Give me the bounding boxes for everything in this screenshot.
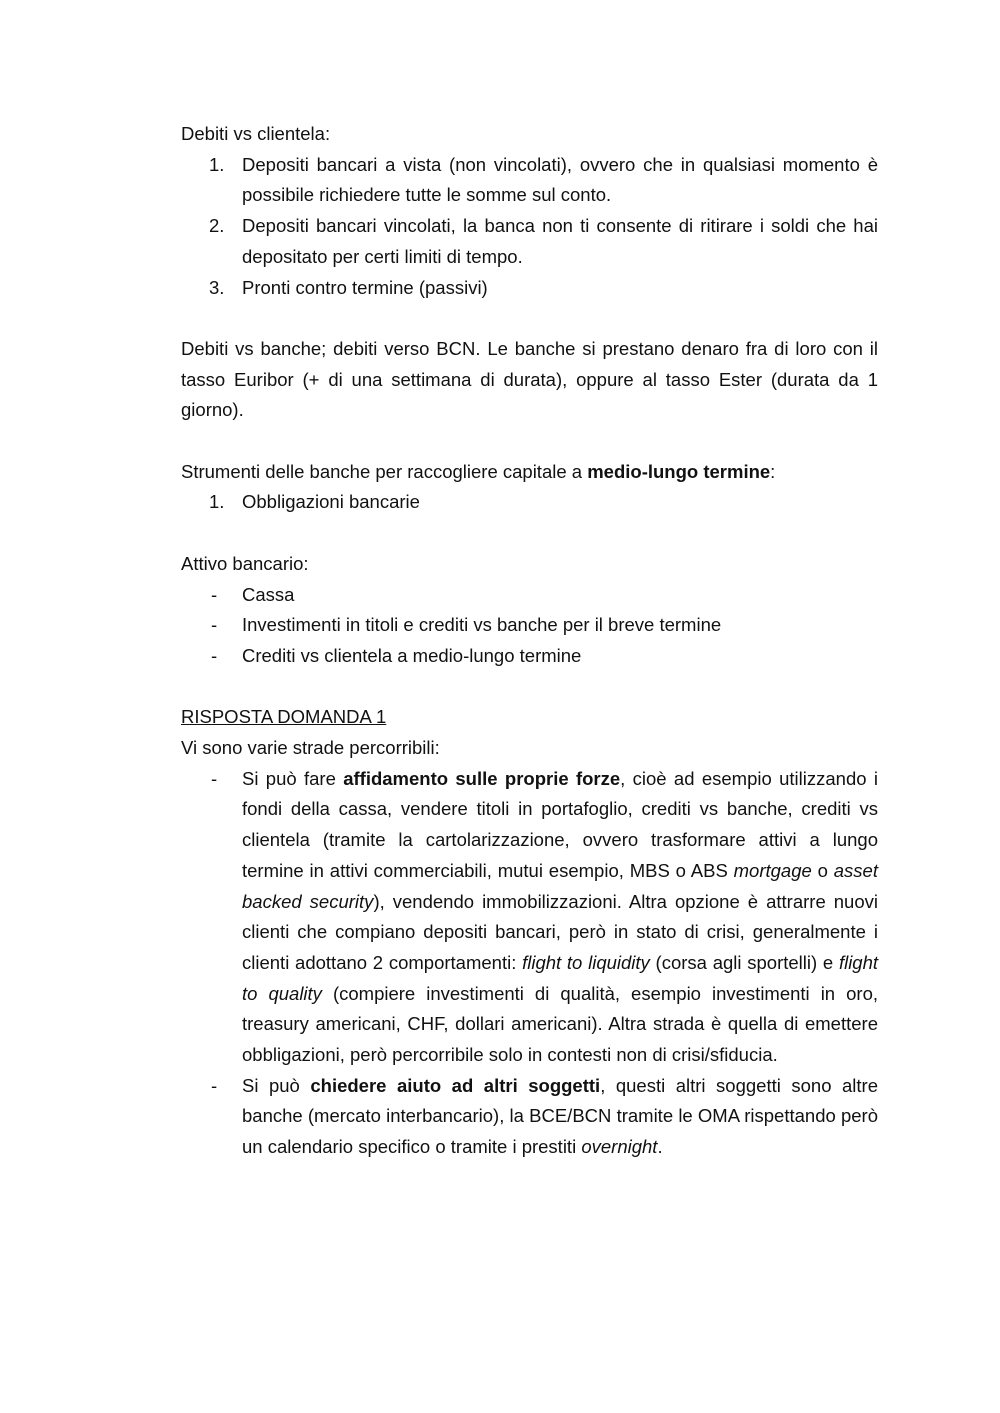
- text-run: .: [657, 1136, 663, 1158]
- list-item: [181, 1071, 878, 1163]
- attivo-heading: Attivo bancario:: [181, 552, 309, 574]
- italic-run: flight to quality: [242, 951, 879, 1004]
- text-run: , cioè ad esempio utilizzando i fondi della cassa, vendere titoli in portafoglio, crediti vs banche, crediti vs clientela (tramite la cartolarizzazione, ovvero trasformare attivi a lungo termine in attivi commerciabili, mutui esempio, MBS o ABS: [242, 767, 878, 881]
- list-number: 2.: [209, 215, 225, 237]
- text-run: o: [811, 859, 834, 881]
- list-dash: -: [211, 1074, 218, 1096]
- bold-run: affidamento sulle proprie forze: [343, 767, 621, 789]
- list-item: [181, 764, 878, 1071]
- italic-run: flight to liquidity: [522, 951, 650, 973]
- text-run: (corsa agli sportelli) e: [649, 951, 839, 973]
- list-item: [181, 211, 878, 272]
- list-dash: -: [211, 614, 218, 636]
- debiti-clientela-list: [181, 150, 878, 304]
- list-item-text: [242, 768, 878, 1065]
- strumenti-intro-text: Strumenti delle banche per raccogliere capitale a: [181, 460, 588, 482]
- list-item: [181, 150, 878, 211]
- text-run: ), vendendo immobilizzazioni. Altra opzione è attrarre nuovi clienti che compiano depositi bancari, però in stato di crisi, generalmente i clienti adottano 2 comportamenti:: [242, 890, 878, 973]
- risposta-list: [181, 764, 878, 1163]
- strumenti-intro: [181, 457, 878, 488]
- italic-run: mortgage: [733, 859, 812, 881]
- list-item-text: [242, 1075, 878, 1157]
- list-number: 1.: [209, 153, 225, 175]
- list-item: [181, 580, 878, 611]
- debiti-clientela-heading: Debiti vs clientela:: [181, 123, 331, 144]
- list-item-text: Cassa: [242, 583, 295, 605]
- list-number: 3.: [209, 276, 225, 298]
- attivo-list: [181, 580, 878, 672]
- risposta-intro: Vi sono varie strade percorribili:: [181, 737, 440, 758]
- debiti-banche-paragraph: Debiti vs banche; debiti verso BCN. Le banche si prestano denaro fra di loro con il tasso Euribor (+ di una settimana di durata), oppure al tasso Ester (durata da 1 giorno).: [181, 337, 878, 421]
- risposta-title: RISPOSTA DOMANDA 1: [181, 706, 387, 728]
- list-dash: -: [211, 767, 218, 789]
- text-run: Si può fare: [242, 767, 344, 789]
- list-item-text: Depositi bancari a vista (non vincolati), ovvero che in qualsiasi momento è possibile richiedere tutte le somme sul conto.: [242, 153, 878, 206]
- italic-run: asset backed security: [242, 859, 878, 912]
- text-run: (compiere investimenti di qualità, esempio investimenti in oro, treasury americani, CHF, dollari americani). Altra strada è quella di emettere obbligazioni, però percorribile solo in contesti non di crisi/sfiducia.: [242, 982, 878, 1066]
- list-dash: -: [211, 644, 218, 666]
- list-item-text: Pronti contro termine (passivi): [242, 276, 488, 298]
- list-item: [181, 641, 878, 672]
- document-page: [181, 119, 878, 1163]
- text-run: Si può: [242, 1074, 311, 1096]
- italic-run: overnight: [581, 1136, 658, 1158]
- list-item-text: Investimenti in titoli e crediti vs banche per il breve termine: [242, 614, 722, 636]
- list-item-text: Obbligazioni bancarie: [242, 491, 420, 513]
- list-item-text: Depositi bancari vincolati, la banca non ti consente di ritirare i soldi che hai depositato per certi limiti di tempo.: [242, 215, 878, 267]
- strumenti-intro-colon: :: [770, 460, 776, 482]
- list-item: [181, 487, 878, 518]
- list-item: [181, 273, 878, 304]
- list-dash: -: [211, 583, 218, 605]
- bold-run: chiedere aiuto ad altri soggetti: [310, 1074, 601, 1096]
- list-item: [181, 610, 878, 641]
- list-item-text: Crediti vs clientela a medio-lungo termine: [242, 644, 582, 666]
- strumenti-list: [181, 487, 878, 518]
- list-number: 1.: [209, 491, 225, 513]
- text-run: , questi altri soggetti sono altre banche (mercato interbancario), la BCE/BCN tramite le OMA rispettando però un calendario specifico o tramite i prestiti: [242, 1074, 878, 1158]
- strumenti-intro-bold: medio-lungo termine: [587, 460, 771, 482]
